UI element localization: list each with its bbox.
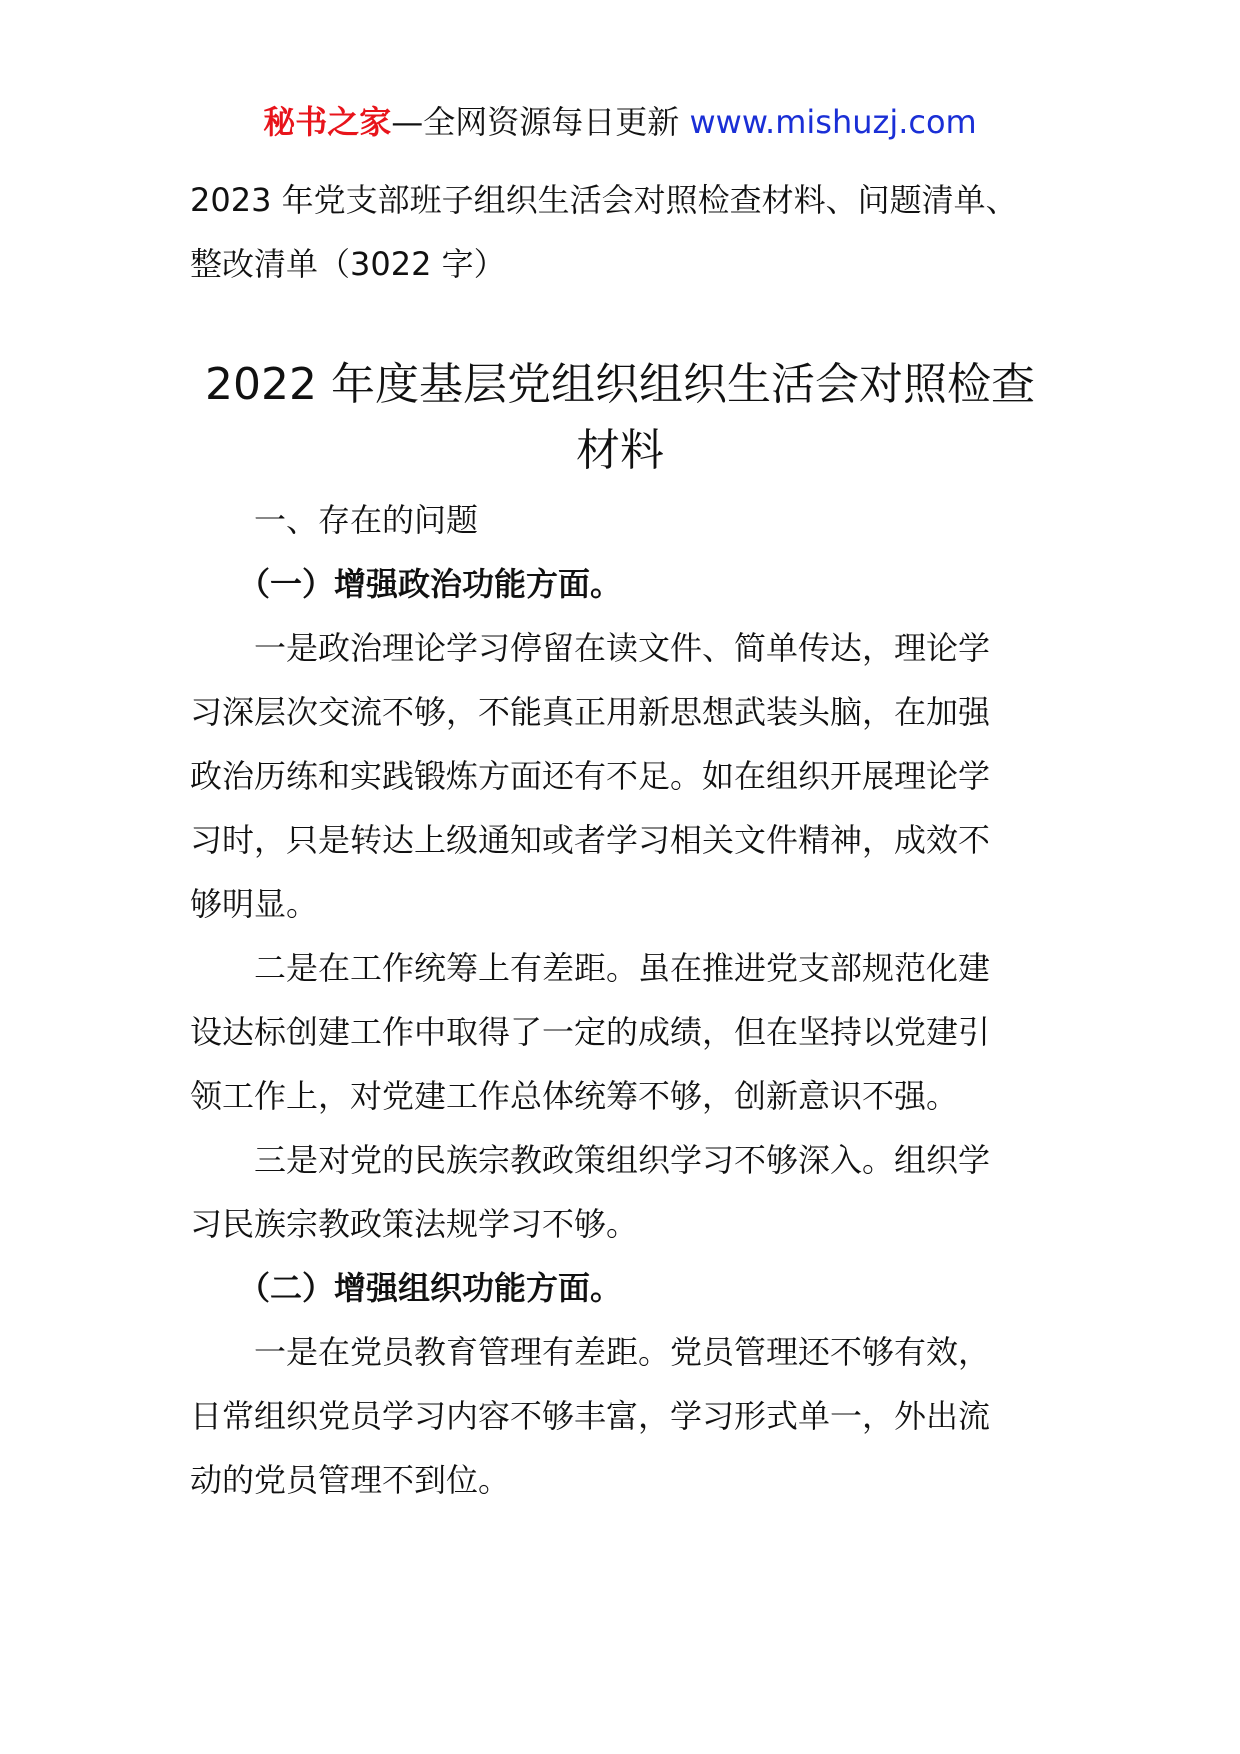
subsection-heading-political: （一）增强政治功能方面。 (238, 565, 623, 603)
paragraph-line: 一是政治理论学习停留在读文件、简单传达，理论学 (254, 629, 991, 667)
document-subtitle (190, 168, 1070, 296)
paragraph-line: 设达标创建工作中取得了一定的成绩，但在坚持以党建引 (190, 1013, 991, 1051)
paragraph-line: 够明显。 (190, 885, 319, 923)
paragraph-line: 习民族宗教政策法规学习不够。 (190, 1205, 639, 1243)
paragraph-line: 二是在工作统筹上有差距。虽在推进党支部规范化建 (254, 949, 991, 987)
paragraph-line: 政治历练和实践锻炼方面还有不足。如在组织开展理论学 (190, 757, 991, 795)
subtitle-line: 2023 年党支部班子组织生活会对照检查材料、问题清单、 (190, 181, 1018, 219)
document-body (190, 488, 1070, 1512)
brand-name: 秘书之家 (263, 103, 392, 141)
paragraph-line: 习时，只是转达上级通知或者学习相关文件精神，成效不 (190, 821, 991, 859)
paragraph-line: 一是在党员教育管理有差距。党员管理还不够有效， (254, 1333, 991, 1371)
paragraph-line: 三是对党的民族宗教政策组织学习不够深入。组织学 (254, 1141, 991, 1179)
title-line: 2022 年度基层党组织组织生活会对照检查 (205, 359, 1035, 410)
title-line: 材料 (576, 425, 664, 476)
header-banner (0, 100, 1240, 144)
paragraph-line: 领工作上，对党建工作总体统筹不够，创新意识不强。 (190, 1077, 959, 1115)
section-heading: 一、存在的问题 (254, 501, 479, 539)
paragraph-line: 日常组织党员学习内容不够丰富，学习形式单一，外出流 (190, 1397, 991, 1435)
tagline: —全网资源每日更新 (391, 103, 690, 141)
paragraph-line: 习深层次交流不够，不能真正用新思想武装头脑，在加强 (190, 693, 991, 731)
subsection-heading-organization: （二）增强组织功能方面。 (238, 1269, 623, 1307)
paragraph-line: 动的党员管理不到位。 (190, 1461, 511, 1499)
document-title (140, 352, 1100, 484)
subtitle-line: 整改清单（3022 字） (190, 245, 506, 283)
site-url-link[interactable]: www.mishuzj.com (689, 103, 977, 141)
